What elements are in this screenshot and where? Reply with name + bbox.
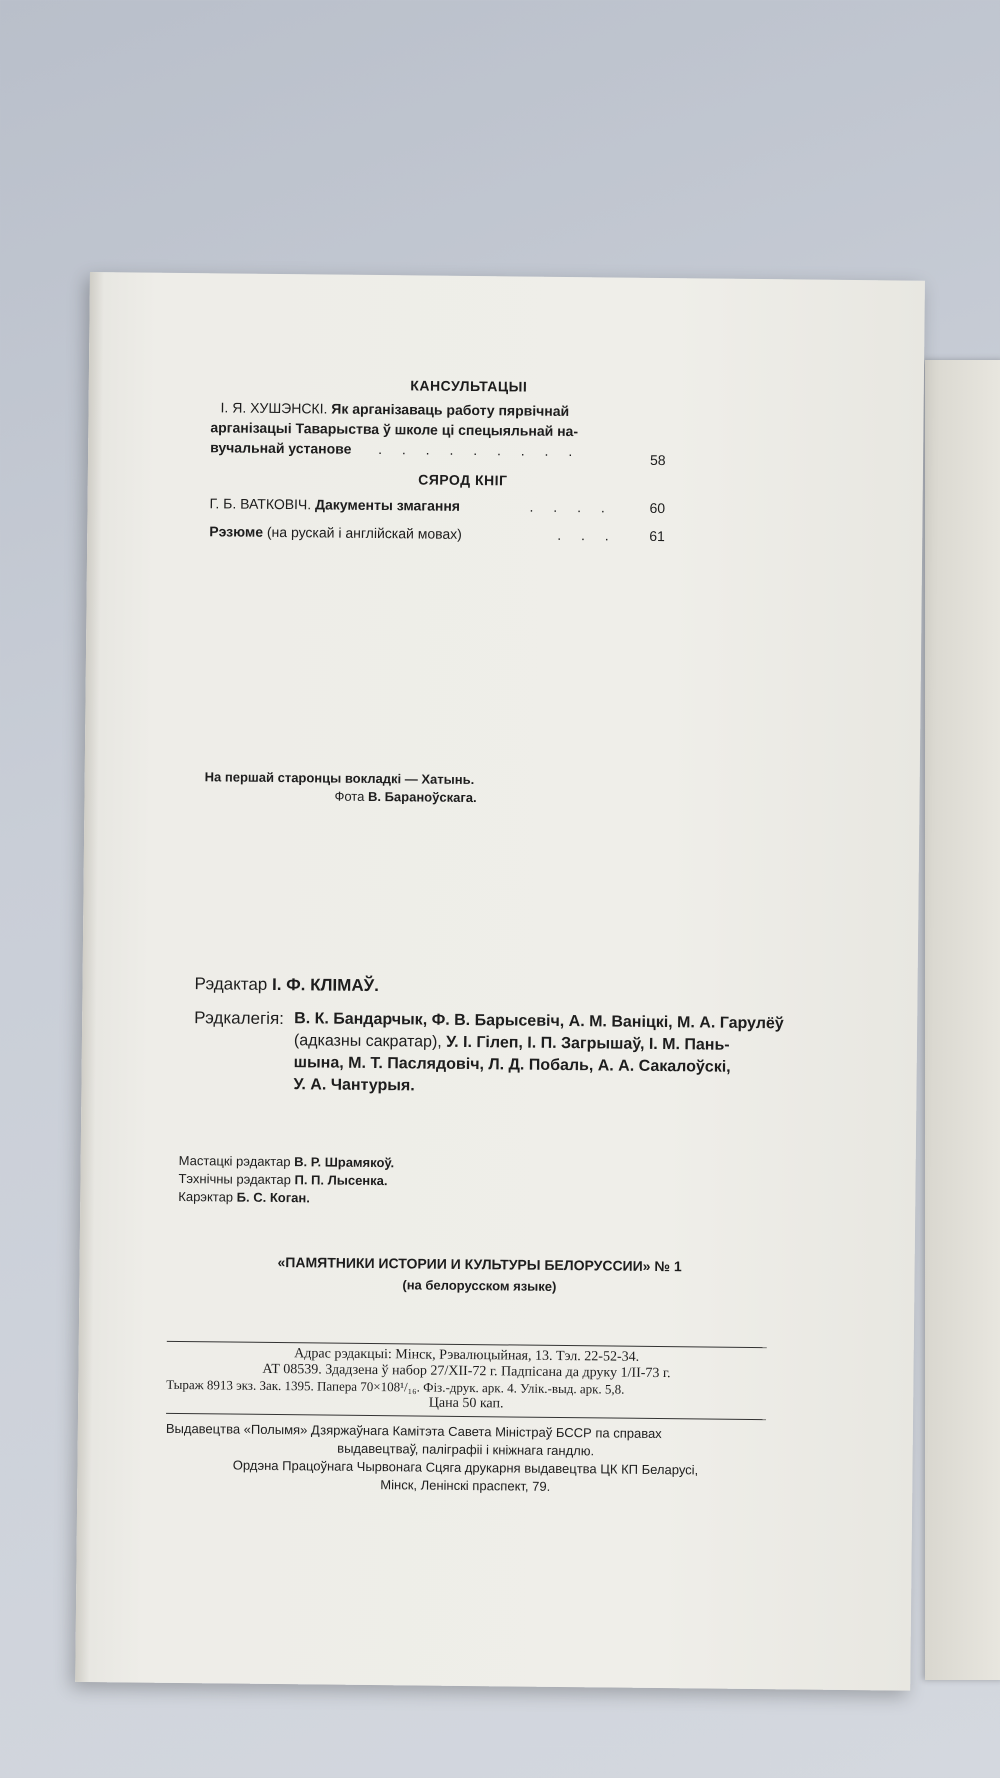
- imprint-price: Цана 50 кап.: [428, 1395, 504, 1412]
- toc-entry-3-title: Рэзюме: [209, 523, 264, 540]
- board-secretary-note: (адказны сакратар),: [293, 1032, 442, 1051]
- toc-entry-1-line3: [210, 437, 351, 458]
- board-line-1: В. К. Бандарчык, Ф. В. Барысевіч, А. М. Ваніцкі, М. А. Гарулёў: [294, 1010, 784, 1033]
- editor-name: І. Ф. КЛІМАЎ.: [271, 974, 380, 996]
- board-label: Рэдкалегія:: [194, 1008, 285, 1029]
- toc-entry-3: [209, 521, 462, 544]
- toc-entry-1-title: Як арганізаваць работу пярвічнай: [331, 400, 570, 420]
- imprint-line-2: АТ 08539. Здадзена ў набор 27/XII-72 г. Падпісана да друку 1/II-73 г.: [262, 1361, 671, 1382]
- toc-entry-2-page: 60: [649, 499, 666, 517]
- cover-note-line2: [334, 789, 476, 805]
- toc-entry-1-title-cont: арганізацыі Таварыства ў школе ці спецыяльнай на-: [210, 419, 579, 440]
- next-page-edge: [925, 360, 1000, 1680]
- proofreader-label: Карэктар: [178, 1188, 234, 1205]
- art-editor-name: В. Р. Шрамякоў.: [294, 1154, 395, 1171]
- tech-editor-label: Тэхнічны рэдактар: [178, 1170, 291, 1188]
- publisher-line-1: Выдавецтва «Полымя» Дзяржаўнага Камітэта Савета Міністраў БССР па справах: [165, 1420, 662, 1442]
- board-names-2: У. І. Гілеп, І. П. Загрышаў, І. М. Пань-: [446, 1033, 730, 1054]
- toc-entry-1-title-end: вучальнай установе: [210, 439, 352, 457]
- art-editor-label: Мастацкі рэдактар: [178, 1152, 291, 1170]
- photo-credit-name: В. Бараноўскага.: [367, 788, 477, 806]
- proofreader-line: [178, 1189, 310, 1205]
- editor-label: Рэдактар: [194, 974, 268, 994]
- tech-editor-line: [178, 1171, 387, 1188]
- publisher-line-3: Ордэна Працоўнага Чырвонага Сцяга друкарня выдавецтва ЦК КП Беларусі,: [232, 1457, 699, 1478]
- proofreader-name: Б. С. Коган.: [236, 1189, 310, 1206]
- imprint-address: Адрас рэдакцыі: Мінск, Рэвалюцыйная, 13. Тэл. 22-52-34.: [294, 1346, 640, 1365]
- toc-entry-1-author: І. Я. ХУШЭНСКІ.: [220, 399, 328, 417]
- art-editor-line: [179, 1153, 395, 1170]
- publisher-line-2: выдавецтваў, паліграфіі і кніжнага гандлю.: [337, 1440, 595, 1459]
- toc-entry-2-title: Дакументы змагання: [315, 496, 461, 514]
- series-language: (на белорусском языке): [402, 1277, 557, 1294]
- editor-line: [194, 973, 379, 997]
- toc-entry-2-author: Г. Б. ВАТКОВІЧ.: [209, 495, 312, 513]
- toc-entry-1-page: 58: [649, 451, 666, 469]
- toc-entry-2-leader: . . . .: [529, 498, 613, 516]
- publisher-line-4: Мінск, Ленінскі праспект, 79.: [380, 1477, 551, 1494]
- tech-editor-name: П. П. Лысенка.: [294, 1172, 388, 1189]
- toc-entry-1-leader: . . . . . . . . .: [378, 441, 581, 460]
- toc-section-consult: КАНСУЛЬТАЦЫІ: [410, 377, 528, 395]
- toc-entry-3-note: (на рускай і англійскай мовах): [266, 523, 462, 542]
- imprint-line-3: Тыраж 8913 экз. Зак. 1395. Папера 70×108¹/₁₆. Фіз.-друк. арк. 4. Улік.-выд. арк. 5,8.: [166, 1376, 625, 1397]
- toc-entry-3-page: 61: [649, 527, 665, 545]
- toc-section-books: СЯРОД КНІГ: [418, 471, 508, 489]
- book-page: [75, 272, 925, 1691]
- series-title: «ПАМЯТНИКИ ИСТОРИИ И КУЛЬТУРЫ БЕЛОРУССИИ» № 1: [277, 1254, 682, 1275]
- board-line-4: У. А. Чантурыя.: [293, 1076, 415, 1095]
- toc-entry-3-leader: . . .: [557, 526, 617, 544]
- cover-note-line1: На першай старонцы вокладкі — Хатынь.: [204, 769, 475, 788]
- toc-entry-2: [209, 493, 460, 516]
- board-line-3: шына, М. Т. Паслядовіч, Л. Д. Побаль, А. А. Сакалоўскі,: [293, 1054, 731, 1076]
- photo-credit-prefix: Фота: [334, 788, 365, 804]
